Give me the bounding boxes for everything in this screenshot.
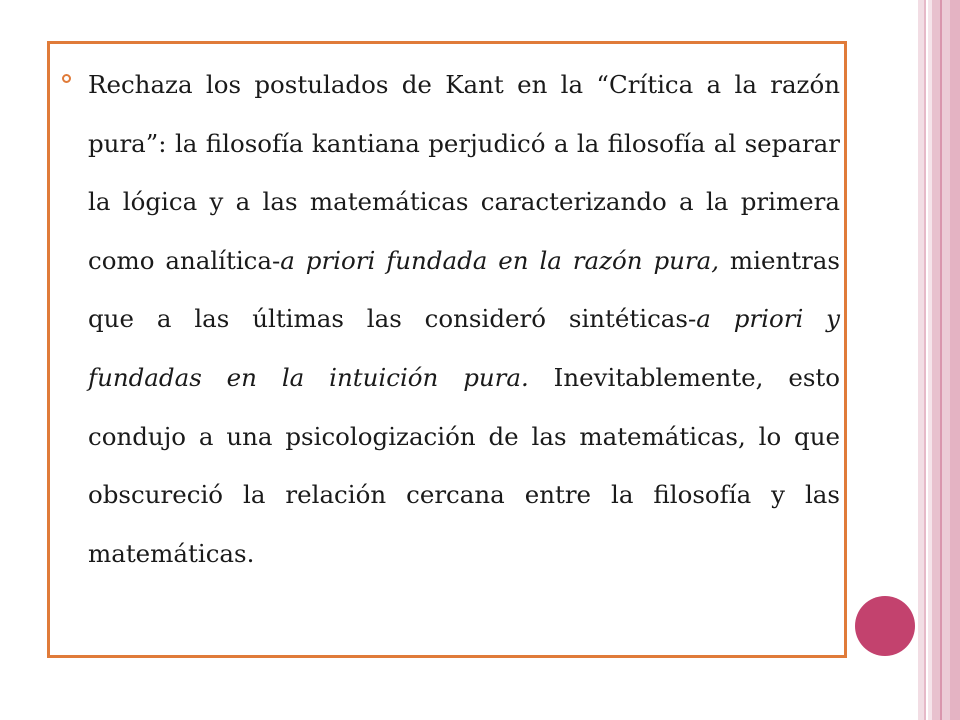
- body-text-part1: Rechaza los postulados de Kant en la “Crítica a la razón pura”: la filosofía kantiana perjudicó a la filosofía al separar la lógica y a las matemáticas caracterizando a la primera como analítica-: [88, 70, 840, 275]
- decorative-stripe: [924, 0, 926, 720]
- body-paragraph: [88, 56, 840, 583]
- body-text-part5: Inevitablemente, esto condujo a una psicologización de las matemáticas, lo que obscureció la relación cercana entre la filosofía y las matemáticas.: [88, 362, 840, 568]
- decorative-stripe: [932, 0, 940, 720]
- decorative-circle: [855, 596, 915, 656]
- decorative-stripe: [942, 0, 950, 720]
- decorative-stripe: [950, 0, 960, 720]
- body-text-italic-1: a priori fundada en la razón pura,: [280, 245, 720, 275]
- body-text-italic-2: a priori y fundadas en la intuición pura.: [88, 304, 840, 392]
- bullet-circle-icon: [62, 74, 71, 83]
- body-text-part3: mientras que a las últimas las consideró sintéticas-: [88, 245, 840, 334]
